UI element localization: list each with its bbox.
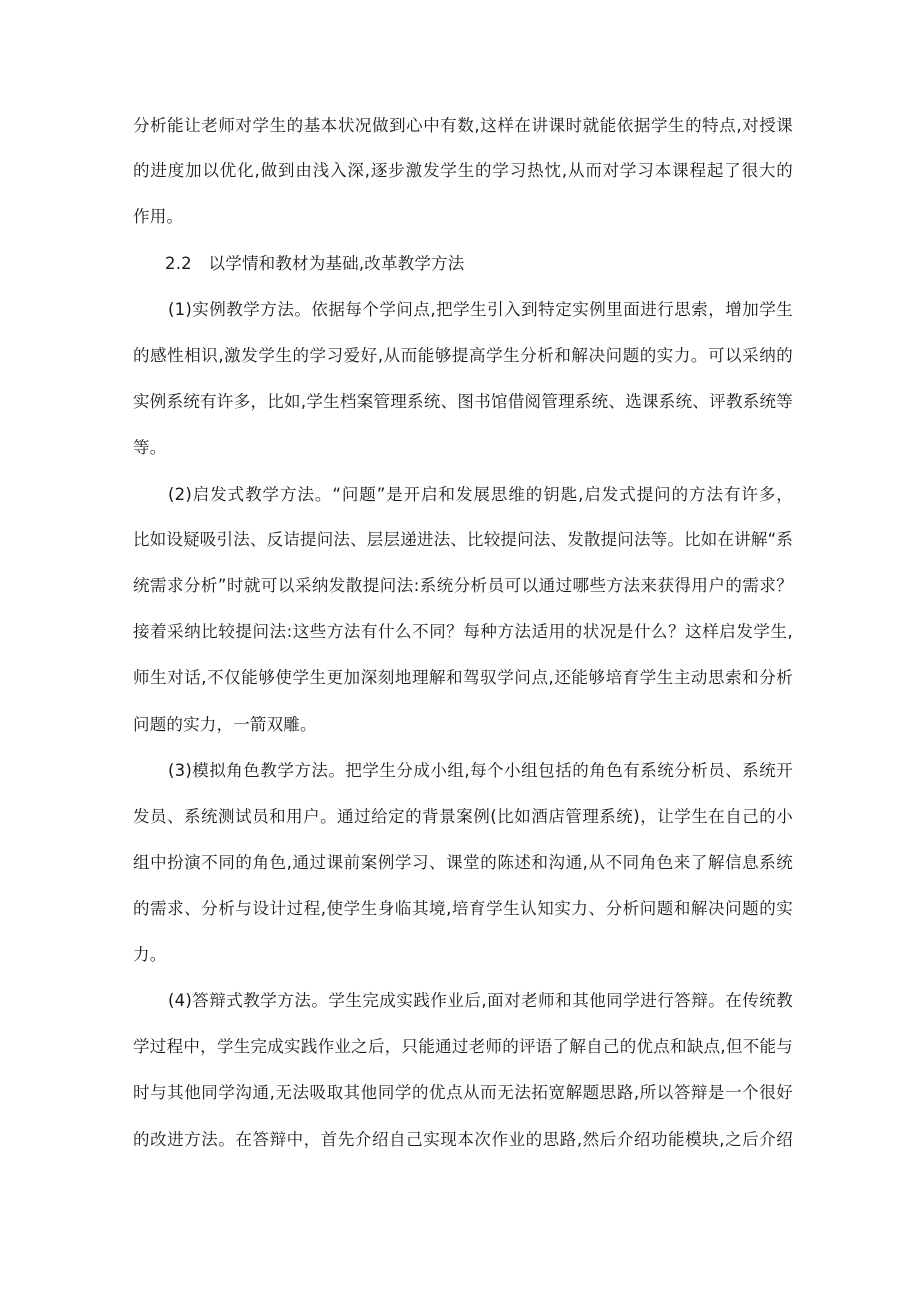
body-text-line: 的需求、分析与设计过程,使学生身临其境,培育学生认知实力、分析问题和解决问题的实 xyxy=(133,899,793,918)
body-text-line: (4)答辩式教学方法。学生完成实践作业后,面对老师和其他同学进行答辩。在传统教 xyxy=(168,991,793,1010)
body-text-line: 发员、系统测试员和用户。通过给定的背景案例(比如酒店管理系统)，让学生在自己的小 xyxy=(133,807,793,826)
section-heading: 2.2 以学情和教材为基础,改革教学方法 xyxy=(165,254,465,273)
body-text-line: 时与其他同学沟通,无法吸取其他同学的优点从而无法拓宽解题思路,所以答辩是一个很好 xyxy=(133,1083,793,1102)
body-text-line: (3)模拟角色教学方法。把学生分成小组,每个小组包括的角色有系统分析员、系统开 xyxy=(168,761,793,780)
body-text-line: 统需求分析”时就可以采纳发散提问法:系统分析员可以通过哪些方法来获得用户的需求？ xyxy=(133,576,793,595)
body-text-line: 等。 xyxy=(133,438,167,457)
body-text-line: 师生对话,不仅能够使学生更加深刻地理解和驾驭学问点,还能够培育学生主动思索和分析 xyxy=(133,668,793,687)
body-text-line: 组中扮演不同的角色,通过课前案例学习、课堂的陈述和沟通,从不同角色来了解信息系统 xyxy=(133,853,793,872)
body-text-line: 实例系统有许多，比如,学生档案管理系统、图书馆借阅管理系统、选课系统、评教系统等 xyxy=(133,392,793,411)
body-text-line: (1)实例教学方法。依据每个学问点,把学生引入到特定实例里面进行思索，增加学生 xyxy=(168,300,793,319)
body-text-line: 接着采纳比较提问法:这些方法有什么不同？每种方法适用的状况是什么？这样启发学生, xyxy=(133,622,793,641)
body-text-line: 力。 xyxy=(133,945,167,964)
body-text-line: 的进度加以优化,做到由浅入深,逐步激发学生的学习热忱,从而对学习本课程起了很大的 xyxy=(133,161,793,180)
body-text-line: 学过程中，学生完成实践作业之后，只能通过老师的评语了解自己的优点和缺点,但不能与 xyxy=(133,1037,793,1056)
body-text-line: 分析能让老师对学生的基本状况做到心中有数,这样在讲课时就能依据学生的特点,对授课 xyxy=(133,116,793,135)
body-text-line: 作用。 xyxy=(133,207,184,226)
body-text-line: 比如设疑吸引法、反诘提问法、层层递进法、比较提问法、发散提问法等。比如在讲解“系 xyxy=(133,530,794,549)
body-text-line: 的感性相识,激发学生的学习爱好,从而能够提高学生分析和解决问题的实力。可以采纳的 xyxy=(133,346,793,365)
body-text-line: 问题的实力，一箭双雕。 xyxy=(133,715,317,734)
body-text-line: 的改进方法。在答辩中，首先介绍自己实现本次作业的思路,然后介绍功能模块,之后介绍 xyxy=(133,1130,793,1149)
body-text-line: (2)启发式教学方法。“问题”是开启和发展思维的钥匙,启发式提问的方法有许多， xyxy=(168,485,793,504)
